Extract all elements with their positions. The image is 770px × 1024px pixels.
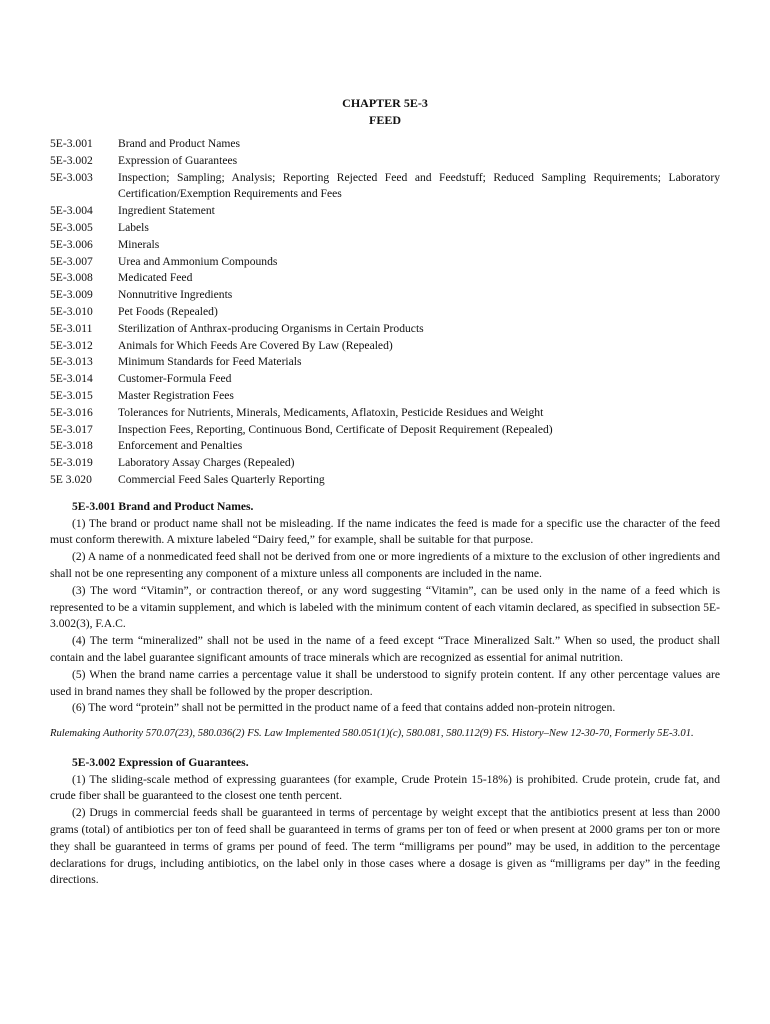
section-paragraph: (2) A name of a nonmedicated feed shall not be derived from one or more ingredients of a mixture to the exclusion of other ingredients and shall not be one representing any component of a mixture unless all components are included in the name. bbox=[50, 550, 720, 580]
toc-title: Medicated Feed bbox=[118, 271, 193, 285]
toc-title: Urea and Ammonium Compounds bbox=[118, 254, 278, 268]
toc-title: Customer-Formula Feed bbox=[118, 372, 232, 386]
toc-number: 5E-3.014 bbox=[50, 372, 93, 386]
toc-row bbox=[50, 472, 720, 489]
chapter-number: CHAPTER 5E-3 bbox=[342, 96, 428, 110]
toc-row bbox=[50, 405, 720, 422]
rulemaking-authority: Rulemaking Authority 570.07(23), 580.036(2) FS. Law Implemented 580.051(1)(c), 580.081, 580.112(9) FS. History–New 12-30-70, Formerly 5E-3.01. bbox=[50, 728, 694, 740]
toc-row bbox=[50, 304, 720, 321]
section-paragraph: (2) Drugs in commercial feeds shall be guaranteed in terms of percentage by weight except that the antibiotics present at less than 2000 grams (total) of antibiotics per ton of feed shall be guaranteed in terms of grams per ton of feed or when present at 2000 grams per ton or more they shall be guaranteed in terms of grams per pound of feed. The term “milligrams per pound” may be used, in addition to the percentage declarations for drugs, including antibiotics, on the label only in those cases where a dosage is given as “milligrams per day” in the feeding directions. bbox=[50, 806, 720, 887]
toc-row bbox=[50, 254, 720, 271]
toc-row bbox=[50, 354, 720, 371]
toc-row bbox=[50, 136, 720, 153]
toc-title: Enforcement and Penalties bbox=[118, 439, 243, 453]
toc-title: Animals for Which Feeds Are Covered By Law (Repealed) bbox=[118, 338, 393, 352]
toc-row bbox=[50, 203, 720, 220]
toc-title: Inspection Fees, Reporting, Continuous Bond, Certificate of Deposit Requirement (Repealed) bbox=[118, 422, 553, 436]
toc-number: 5E-3.016 bbox=[50, 405, 93, 419]
toc-row bbox=[50, 170, 720, 204]
toc-number: 5E-3.017 bbox=[50, 422, 93, 436]
toc-title: Labels bbox=[118, 220, 149, 234]
toc-number: 5E-3.019 bbox=[50, 456, 93, 470]
document-page bbox=[50, 95, 720, 889]
toc-row bbox=[50, 422, 720, 439]
toc-title: Nonnutritive Ingredients bbox=[118, 288, 233, 302]
toc-number: 5E-3.015 bbox=[50, 388, 93, 402]
toc-row bbox=[50, 321, 720, 338]
toc-row bbox=[50, 438, 720, 455]
toc-number: 5E-3.006 bbox=[50, 237, 93, 251]
toc-row bbox=[50, 455, 720, 472]
toc-row bbox=[50, 153, 720, 170]
toc-number: 5E-3.011 bbox=[50, 321, 93, 335]
toc-number: 5E-3.018 bbox=[50, 439, 93, 453]
toc-number: 5E 3.020 bbox=[50, 472, 92, 486]
toc-row bbox=[50, 388, 720, 405]
section-heading: 5E-3.001 Brand and Product Names. bbox=[72, 499, 254, 513]
toc-number: 5E-3.003 bbox=[50, 170, 93, 184]
toc-row bbox=[50, 338, 720, 355]
toc-title: Brand and Product Names bbox=[118, 137, 241, 150]
toc-number: 5E-3.008 bbox=[50, 271, 93, 285]
toc-title: Inspection; Sampling; Analysis; Reporting Rejected Feed and Feedstuff; Reduced Sampling Requirements; Laboratory Certification/Exemption Requirements and Fees bbox=[118, 170, 720, 201]
toc-title: Minerals bbox=[118, 237, 160, 251]
toc-title: Sterilization of Anthrax-producing Organisms in Certain Products bbox=[118, 321, 424, 335]
toc-title: Master Registration Fees bbox=[118, 388, 234, 402]
toc-number: 5E-3.002 bbox=[50, 153, 93, 167]
section-paragraph: (6) The word “protein” shall not be permitted in the product name of a feed that contains added non-protein nitrogen. bbox=[72, 701, 616, 715]
toc-title: Expression of Guarantees bbox=[118, 153, 238, 167]
section-paragraph: (1) The brand or product name shall not be misleading. If the name indicates the feed is made for a specific use the character of the feed must conform therewith. A mixture labeled “Dairy feed,” for example, shall be suitable for that purpose. bbox=[50, 516, 720, 547]
toc-title: Laboratory Assay Charges (Repealed) bbox=[118, 456, 295, 470]
section-paragraph: (5) When the brand name carries a percentage value it shall be understood to signify protein content. If any other percentage values are used in brand names they shall be followed by the proper description. bbox=[50, 667, 720, 698]
section-paragraph: (3) The word “Vitamin”, or contraction thereof, or any word suggesting “Vitamin”, can be used only in the name of a feed which is represented to be a vitamin supplement, and which is labeled with the minimum content of each vitamin declared, as specified in subsection 5E-3.002(3), F.A.C. bbox=[50, 583, 720, 631]
toc-number: 5E-3.010 bbox=[50, 304, 93, 318]
toc-number: 5E-3.001 bbox=[50, 137, 93, 150]
chapter-title: FEED bbox=[368, 113, 401, 127]
toc-title: Minimum Standards for Feed Materials bbox=[118, 355, 302, 369]
toc-number: 5E-3.013 bbox=[50, 355, 93, 369]
section-heading: 5E-3.002 Expression of Guarantees. bbox=[72, 755, 249, 769]
toc-title: Pet Foods (Repealed) bbox=[118, 304, 218, 318]
toc-number: 5E-3.007 bbox=[50, 254, 93, 268]
section-paragraph: (1) The sliding-scale method of expressing guarantees (for example, Crude Protein 15-18%) is prohibited. Crude protein, crude fat, and crude fiber shall be guaranteed to the closest one tenth percent. bbox=[50, 772, 720, 803]
section-paragraph: (4) The term “mineralized” shall not be used in the name of a feed except “Trace Mineralized Salt.” When so used, the product shall contain and the label guarantee significant amounts of trace minerals which are recognized as essential for animal nutrition. bbox=[50, 634, 720, 664]
toc-row bbox=[50, 287, 720, 304]
toc-row bbox=[50, 220, 720, 237]
table-of-contents bbox=[50, 136, 720, 489]
toc-title: Tolerances for Nutrients, Minerals, Medicaments, Aflatoxin, Pesticide Residues and Weight bbox=[118, 405, 544, 419]
toc-row bbox=[50, 371, 720, 388]
toc-title: Commercial Feed Sales Quarterly Reporting bbox=[118, 472, 325, 486]
toc-number: 5E-3.009 bbox=[50, 288, 93, 302]
toc-row bbox=[50, 270, 720, 287]
toc-number: 5E-3.004 bbox=[50, 204, 93, 218]
toc-number: 5E-3.012 bbox=[50, 338, 93, 352]
toc-title: Ingredient Statement bbox=[118, 204, 215, 218]
toc-number: 5E-3.005 bbox=[50, 220, 93, 234]
toc-row bbox=[50, 237, 720, 254]
